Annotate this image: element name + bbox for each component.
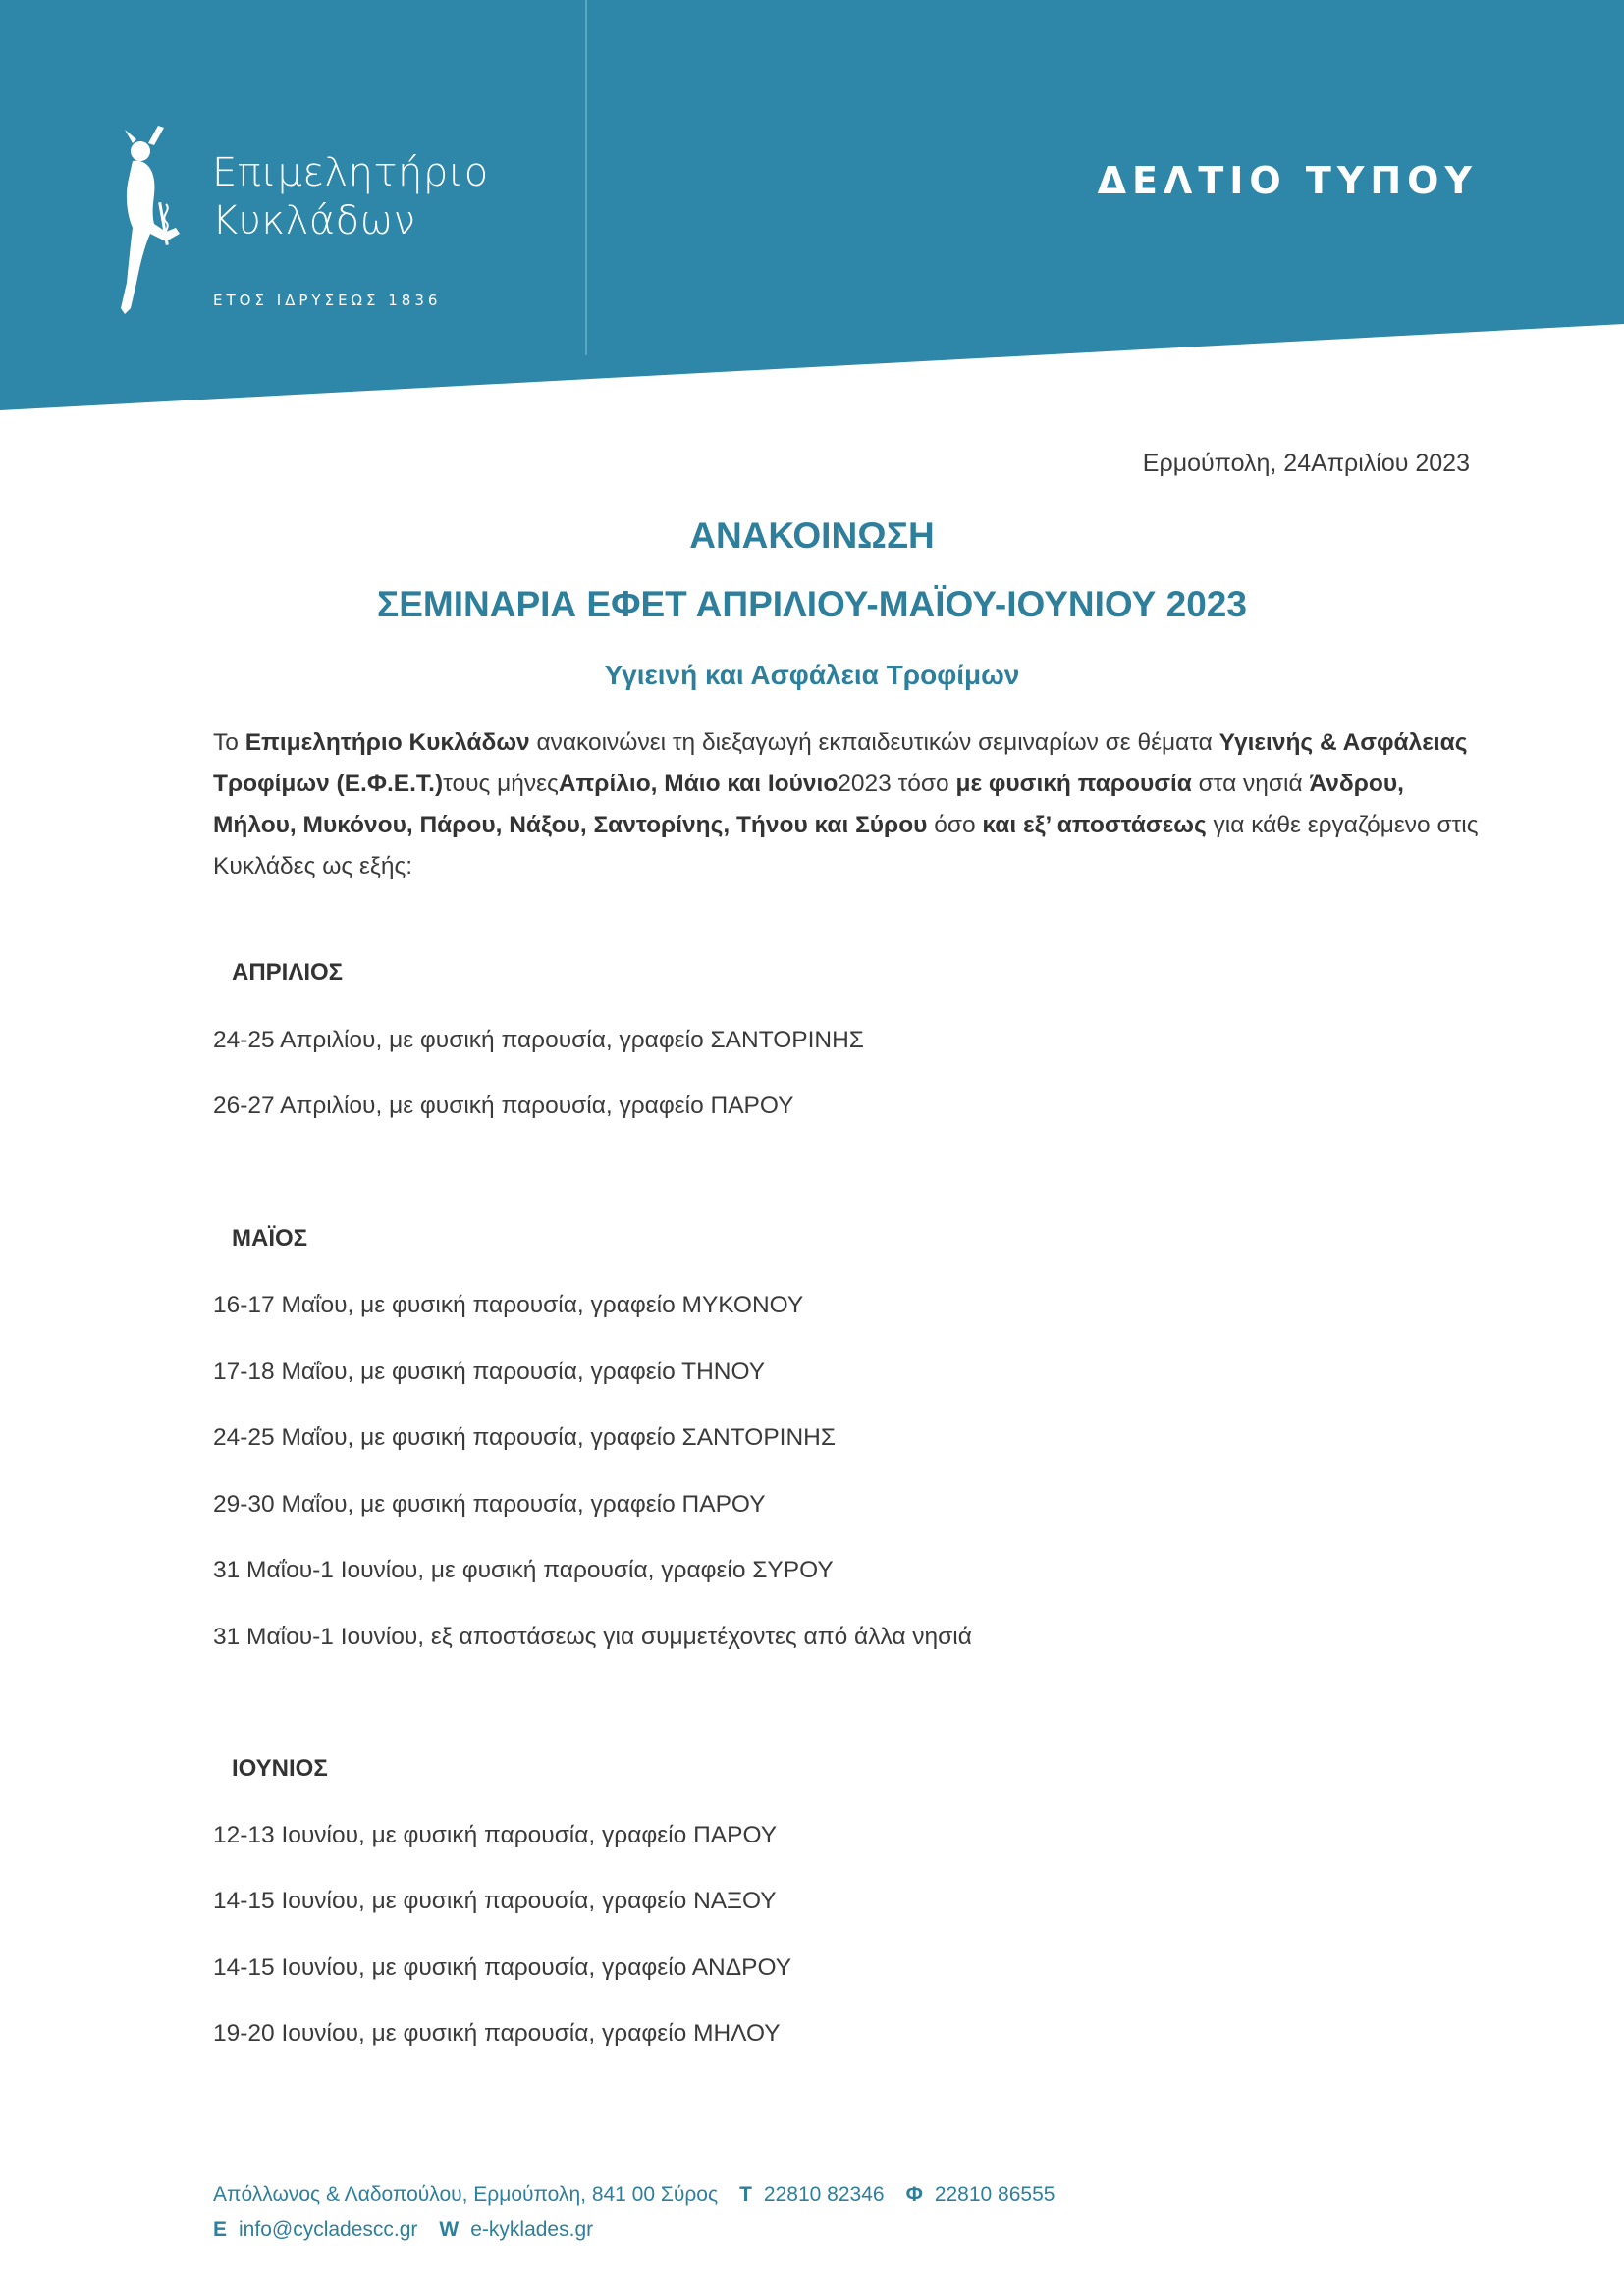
intro-paragraph bbox=[213, 722, 1480, 887]
schedule-item: 19-20 Ιουνίου, με φυσική παρουσία, γραφείο ΜΗΛΟΥ bbox=[213, 2020, 781, 2047]
intro-bold: Άνδρου, Μήλου, Μυκόνου, Πάρου, Νάξου, Σαντορίνης, Τήνου και Σύρου bbox=[213, 771, 1404, 838]
schedule-item: 14-15 Ιουνίου, με φυσική παρουσία, γραφείο ΑΝΔΡΟΥ bbox=[213, 1954, 792, 1981]
intro-text: Το bbox=[213, 729, 245, 756]
schedule-item: 16-17 Μαΐου, με φυσική παρουσία, γραφείο ΜΥΚΟΝΟΥ bbox=[213, 1292, 804, 1318]
month-heading-june: ΙΟΥΝΙΟΣ bbox=[232, 1755, 328, 1782]
footer-email[interactable]: info@cycladescc.gr bbox=[239, 2218, 418, 2241]
footer-contact-line1 bbox=[213, 2183, 1055, 2207]
schedule-item: 24-25 Μαΐου, με φυσική παρουσία, γραφείο ΣΑΝΤΟΡΙΝΗΣ bbox=[213, 1424, 836, 1451]
intro-bold: Υγιεινής & Ασφάλειας Τροφίμων (Ε.Φ.Ε.Τ.) bbox=[213, 729, 1468, 797]
founded-label: ΕΤΟΣ ΙΔΡΥΣΕΩΣ 1836 bbox=[213, 292, 442, 309]
intro-bold: Επιμελητήριο Κυκλάδων bbox=[244, 729, 530, 756]
document-date: Ερμούπολη, 24Απριλίου 2023 bbox=[1142, 450, 1470, 477]
schedule-item: 26-27 Απριλίου, με φυσική παρουσία, γραφείο ΠΑΡΟΥ bbox=[213, 1093, 794, 1119]
announcement-title: ΑΝΑΚΟΙΝΩΣΗ bbox=[689, 515, 935, 556]
schedule-item: 31 Μαΐου-1 Ιουνίου, εξ αποστάσεως για συμμετέχοντες από άλλα νησιά bbox=[213, 1624, 972, 1650]
hermes-logo-icon bbox=[115, 126, 193, 322]
schedule-item: 12-13 Ιουνίου, με φυσική παρουσία, γραφείο ΠΑΡΟΥ bbox=[213, 1822, 778, 1848]
subtitle: Υγιεινή και Ασφάλεια Τροφίμων bbox=[604, 660, 1020, 690]
schedule-item: 17-18 Μαΐου, με φυσική παρουσία, γραφείο ΤΗΝΟΥ bbox=[213, 1359, 766, 1385]
schedule-item: 24-25 Απριλίου, με φυσική παρουσία, γραφείο ΣΑΝΤΟΡΙΝΗΣ bbox=[213, 1027, 864, 1053]
footer-address: Απόλλωνος & Λαδοπούλου, Ερμούπολη, 841 00 Σύρος bbox=[213, 2183, 719, 2206]
schedule-item: 14-15 Ιουνίου, με φυσική παρουσία, γραφείο ΝΑΞΟΥ bbox=[213, 1888, 777, 1914]
header-banner bbox=[0, 0, 1624, 412]
schedule-item: 29-30 Μαΐου, με φυσική παρουσία, γραφείο ΠΑΡΟΥ bbox=[213, 1491, 766, 1518]
intro-text: για κάθε εργαζόμενο στις Κυκλάδες ως εξής: bbox=[213, 812, 1479, 880]
footer-contact-line2 bbox=[213, 2218, 593, 2242]
intro-bold: και εξ’ αποστάσεως bbox=[982, 812, 1207, 838]
footer-fax: 22810 86555 bbox=[934, 2183, 1056, 2206]
doc-type-heading: ΔΕΛΤΙΟ ΤΥΠΟΥ bbox=[1097, 159, 1478, 202]
schedule-item: 31 Μαΐου-1 Ιουνίου, με φυσική παρουσία, γραφείο ΣΥΡΟΥ bbox=[213, 1557, 834, 1583]
intro-bold: με φυσική παρουσία bbox=[955, 771, 1192, 797]
intro-bold: Απρίλιο, Μάιο και Ιούνιο bbox=[558, 771, 839, 797]
month-heading-may: ΜΑΪΟΣ bbox=[232, 1225, 308, 1252]
email-label: Ε bbox=[213, 2218, 228, 2241]
intro-text: όσο bbox=[927, 812, 983, 838]
seminars-title: ΣΕΜΙΝΑΡΙΑ ΕΦΕΤ ΑΠΡΙΛΙΟΥ-ΜΑΪΟΥ-ΙΟΥΝΙΟΥ 2023 bbox=[377, 584, 1247, 624]
intro-text: 2023 τόσο bbox=[838, 771, 956, 797]
org-name-line1: Επιμελητήριο bbox=[212, 150, 489, 195]
footer-website[interactable]: e-kyklades.gr bbox=[470, 2218, 594, 2241]
footer-phone: 22810 82346 bbox=[763, 2183, 885, 2206]
intro-text: ανακοινώνει τη διεξαγωγή εκπαιδευτικών σεμιναρίων σε θέματα bbox=[529, 729, 1219, 756]
intro-text: τους μήνες bbox=[443, 771, 559, 797]
web-label: W bbox=[439, 2218, 460, 2241]
intro-text: στα νησιά bbox=[1191, 771, 1310, 797]
month-heading-april: ΑΠΡΙΛΙΟΣ bbox=[232, 959, 344, 986]
org-name-line2: Κυκλάδων bbox=[212, 198, 416, 243]
phone-label: Τ bbox=[739, 2183, 752, 2206]
fax-label: Φ bbox=[905, 2183, 923, 2206]
